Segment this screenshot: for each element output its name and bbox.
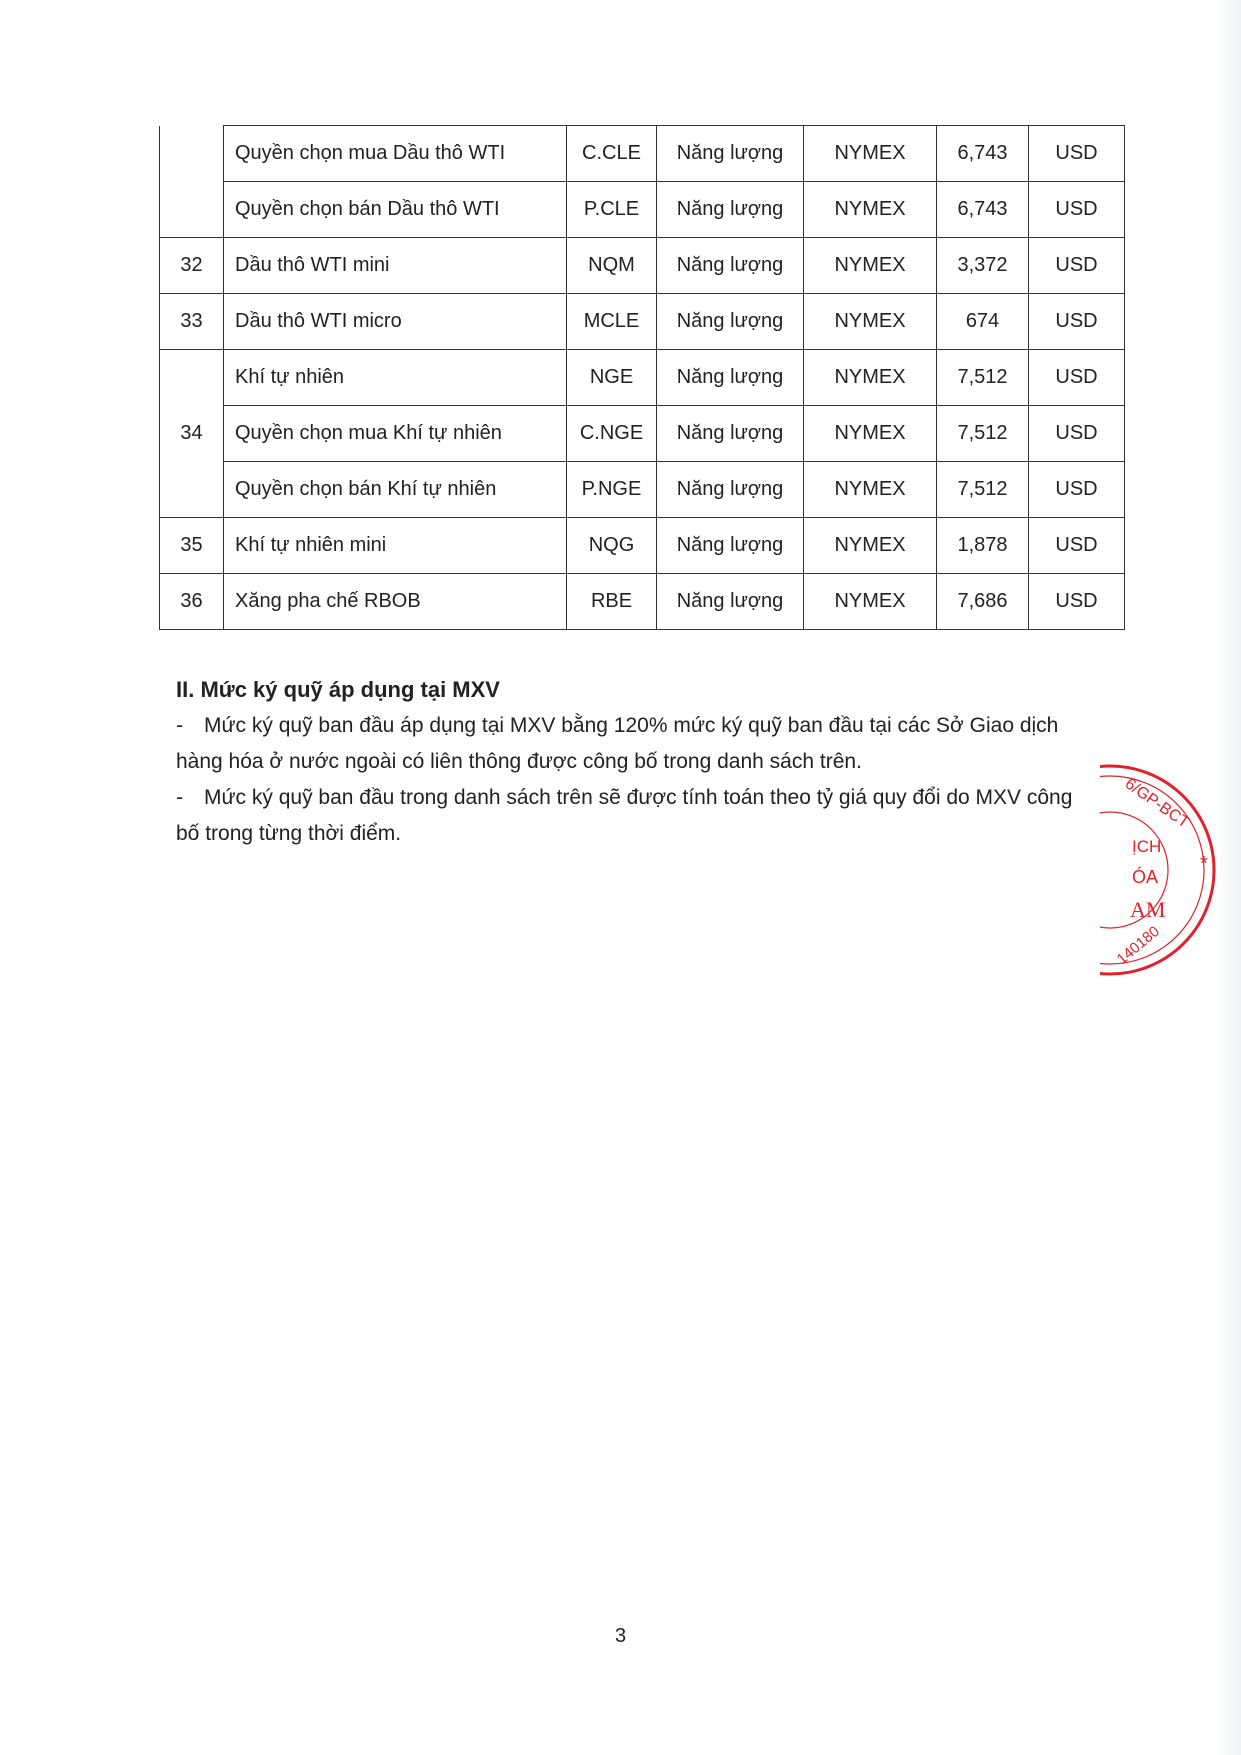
stamp-text-bottom: 140180 <box>1113 922 1163 969</box>
stamp-text-line: ỊCH <box>1132 837 1162 856</box>
table-row <box>160 238 1125 294</box>
row-number: 32 <box>160 238 224 294</box>
product-group: Năng lượng <box>657 462 804 518</box>
exchange: NYMEX <box>804 182 937 238</box>
product-name: Quyền chọn bán Dầu thô WTI <box>224 182 567 238</box>
table-row <box>160 574 1125 630</box>
initial-margin: 6,743 <box>937 182 1029 238</box>
currency: USD <box>1029 574 1125 630</box>
initial-margin: 3,372 <box>937 238 1029 294</box>
product-group: Năng lượng <box>657 574 804 630</box>
stamp-text-top: 6/GP-BCT <box>1121 775 1192 832</box>
margin-policy-section <box>176 672 1096 852</box>
bullet-text: Mức ký quỹ ban đầu trong danh sách trên sẽ được tính toán theo tỷ giá quy đổi do MXV công bố trong từng thời điểm. <box>176 786 1073 845</box>
product-name: Dầu thô WTI micro <box>224 294 567 350</box>
product-code: NGE <box>567 350 657 406</box>
bullet-text: Mức ký quỹ ban đầu áp dụng tại MXV bằng 120% mức ký quỹ ban đầu tại các Sở Giao dịch hàng hóa ở nước ngoài có liên thông được công bố trong danh sách trên. <box>176 714 1059 773</box>
initial-margin: 1,878 <box>937 518 1029 574</box>
table-row <box>160 462 1125 518</box>
policy-bullet <box>176 780 1096 852</box>
table-row <box>160 294 1125 350</box>
section-heading: II. Mức ký quỹ áp dụng tại MXV <box>176 677 500 702</box>
row-number: 36 <box>160 574 224 630</box>
product-group: Năng lượng <box>657 406 804 462</box>
initial-margin: 7,512 <box>937 462 1029 518</box>
table-row <box>160 406 1125 462</box>
product-code: RBE <box>567 574 657 630</box>
currency: USD <box>1029 518 1125 574</box>
initial-margin: 7,686 <box>937 574 1029 630</box>
product-group: Năng lượng <box>657 126 804 182</box>
initial-margin: 7,512 <box>937 350 1029 406</box>
row-number: 34 <box>160 350 224 518</box>
margin-table <box>159 125 1125 630</box>
currency: USD <box>1029 294 1125 350</box>
currency: USD <box>1029 238 1125 294</box>
product-code: C.CLE <box>567 126 657 182</box>
product-code: MCLE <box>567 294 657 350</box>
stamp-graphic <box>1100 760 1241 980</box>
policy-bullet <box>176 708 1096 780</box>
exchange: NYMEX <box>804 462 937 518</box>
product-group: Năng lượng <box>657 350 804 406</box>
product-name: Khí tự nhiên <box>224 350 567 406</box>
exchange: NYMEX <box>804 294 937 350</box>
currency: USD <box>1029 182 1125 238</box>
currency: USD <box>1029 406 1125 462</box>
initial-margin: 7,512 <box>937 406 1029 462</box>
table-row <box>160 182 1125 238</box>
product-group: Năng lượng <box>657 294 804 350</box>
product-code: C.NGE <box>567 406 657 462</box>
exchange: NYMEX <box>804 518 937 574</box>
product-code: NQM <box>567 238 657 294</box>
exchange: NYMEX <box>804 406 937 462</box>
currency: USD <box>1029 350 1125 406</box>
exchange: NYMEX <box>804 126 937 182</box>
currency: USD <box>1029 462 1125 518</box>
table-row <box>160 126 1125 182</box>
exchange: NYMEX <box>804 574 937 630</box>
product-group: Năng lượng <box>657 238 804 294</box>
product-name: Dầu thô WTI mini <box>224 238 567 294</box>
product-code: P.CLE <box>567 182 657 238</box>
row-number <box>160 126 224 238</box>
product-name: Quyền chọn mua Khí tự nhiên <box>224 406 567 462</box>
currency: USD <box>1029 126 1125 182</box>
bullet-marker: - <box>176 786 183 809</box>
product-code: P.NGE <box>567 462 657 518</box>
stamp-star: * <box>1200 853 1208 875</box>
initial-margin: 6,743 <box>937 126 1029 182</box>
row-number: 33 <box>160 294 224 350</box>
initial-margin: 674 <box>937 294 1029 350</box>
stamp-text-line: ÓA <box>1132 867 1159 887</box>
stamp-text-line: AM <box>1130 897 1166 922</box>
table-row <box>160 350 1125 406</box>
exchange: NYMEX <box>804 350 937 406</box>
exchange: NYMEX <box>804 238 937 294</box>
product-name: Quyền chọn bán Khí tự nhiên <box>224 462 567 518</box>
product-name: Quyền chọn mua Dầu thô WTI <box>224 126 567 182</box>
row-number: 35 <box>160 518 224 574</box>
product-group: Năng lượng <box>657 518 804 574</box>
product-group: Năng lượng <box>657 182 804 238</box>
official-stamp <box>1100 760 1241 980</box>
product-code: NQG <box>567 518 657 574</box>
bullet-marker: - <box>176 714 183 737</box>
product-name: Xăng pha chế RBOB <box>224 574 567 630</box>
product-name: Khí tự nhiên mini <box>224 518 567 574</box>
table-row <box>160 518 1125 574</box>
page-number: 3 <box>614 1625 627 1647</box>
